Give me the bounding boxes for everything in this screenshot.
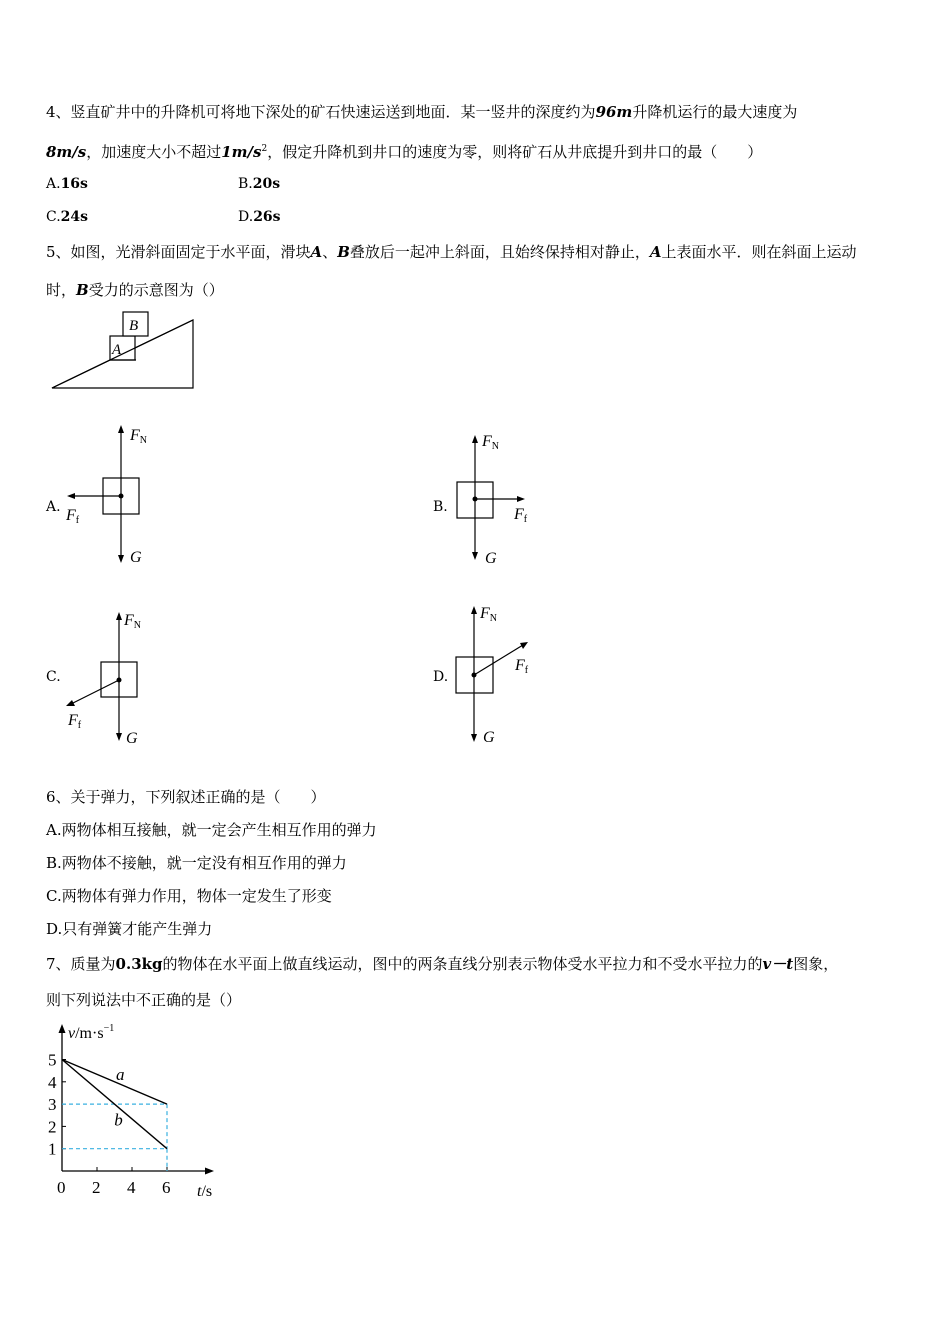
ff-label: Ff [66, 507, 80, 526]
ff-label: Ff [68, 712, 82, 731]
x-tick-label: 4 [127, 1178, 136, 1197]
q5-option-a-diagram[interactable] [60, 420, 170, 570]
option-value: 24s [60, 209, 89, 225]
x-tick-label: 6 [162, 1178, 171, 1197]
q6-option-c[interactable]: C.两物体有弹力作用，物体一定发生了形变 [46, 887, 332, 905]
fn-label: FN [130, 427, 148, 446]
x-tick-label: 0 [57, 1178, 66, 1197]
q7-line2: 则下列说法中不正确的是（） [46, 991, 242, 1009]
q4-accel: 1m/s [221, 143, 262, 161]
q4-option-a[interactable] [46, 174, 88, 194]
block-a-label: A [112, 342, 122, 358]
g-label: G [126, 730, 138, 747]
q5-option-d-letter[interactable]: D. [433, 669, 449, 685]
q5-text: 5、如图，光滑斜面固定于水平面，滑块 [46, 243, 311, 261]
q4-speed: 8m/s [46, 143, 87, 161]
q5-option-b-diagram[interactable] [445, 428, 555, 573]
q5-option-a-letter[interactable]: A. [46, 499, 61, 515]
q5-b: B [76, 281, 89, 299]
q4-accel-sup: 2 [261, 144, 268, 154]
y-tick-label: 5 [48, 1050, 57, 1070]
g-label: G [130, 549, 142, 566]
q7-line1 [46, 954, 838, 974]
q7-vt: v－t [762, 955, 794, 973]
q5-text: 时， [46, 281, 77, 299]
q4-line2 [46, 139, 762, 162]
q4-text: 4、竖直矿井中的升降机可将地下深处的矿石快速运送到地面．某一竖井的深度约为 [46, 103, 596, 121]
q5-line1 [46, 242, 857, 262]
ff-label: Ff [514, 506, 528, 525]
q5-text: 叠放后一起冲上斜面，且始终保持相对静止， [349, 243, 650, 261]
block-b-label: B [129, 318, 139, 334]
option-letter: A. [46, 176, 61, 192]
q6-option-b[interactable]: B.两物体不接触，就一定没有相互作用的弹力 [46, 854, 347, 872]
q5-option-d-diagram[interactable] [445, 600, 555, 750]
q5-option-c-letter[interactable]: C. [46, 669, 61, 685]
y-axis-label: $v/m\cdot s^{-1}$ [68, 1023, 115, 1042]
vt-chart [40, 1018, 240, 1208]
q5-option-c-diagram[interactable] [60, 605, 170, 750]
q4-depth: 96m [595, 103, 633, 121]
g-label: G [483, 729, 495, 746]
q5-a: A [310, 243, 323, 261]
option-letter: C. [46, 209, 61, 225]
y-tick-label: 3 [48, 1095, 57, 1115]
y-axis-arrow [59, 1024, 66, 1033]
ff-label: Ff [515, 657, 529, 676]
q4-line1 [46, 102, 797, 122]
fn-label: FN [482, 433, 500, 452]
q6-option-d[interactable]: D.只有弹簧才能产生弹力 [46, 920, 213, 938]
option-value: 26s [253, 209, 281, 225]
series-label-b: b [114, 1110, 123, 1130]
q5-a: A [649, 243, 662, 261]
q7-text: 7、质量为 [46, 955, 116, 973]
q5-text: 上表面水平．则在斜面上运动 [661, 243, 857, 261]
q5-text: 受力的示意图为（） [88, 281, 224, 299]
x-axis-label: t/s [197, 1183, 213, 1200]
q4-text: 升降机运行的最大速度为 [632, 103, 798, 121]
option-value: 20s [252, 176, 281, 192]
option-value: 16s [60, 176, 88, 192]
series-label-a: a [116, 1064, 125, 1084]
q6-option-a[interactable]: A.两物体相互接触，就一定会产生相互作用的弹力 [46, 821, 377, 839]
q7-text: 的物体在水平面上做直线运动，图中的两条直线分别表示物体受水平拉力和不受水平拉力的 [162, 955, 763, 973]
q6-stem: 6、关于弹力，下列叙述正确的是（ ） [46, 788, 326, 806]
q4-option-c[interactable] [46, 207, 88, 227]
fn-label: FN [124, 612, 142, 631]
q7-mass: 0.3kg [115, 955, 163, 973]
q4-option-b[interactable] [238, 174, 280, 194]
x-tick-label: 2 [92, 1178, 101, 1197]
x-axis-arrow [205, 1168, 214, 1175]
q5-line2 [46, 280, 224, 300]
fn-label: FN [480, 605, 498, 624]
q5-option-b-letter[interactable]: B. [433, 499, 448, 515]
q4-option-d[interactable] [238, 207, 281, 227]
q5-b: B [337, 243, 350, 261]
y-tick-label: 2 [48, 1117, 57, 1137]
option-letter: B. [238, 176, 253, 192]
incline-figure [50, 310, 200, 392]
y-tick-label: 4 [48, 1072, 57, 1092]
option-letter: D. [238, 209, 254, 225]
q7-text: 图象， [793, 955, 839, 973]
q5-sep: 、 [322, 243, 338, 261]
y-tick-label: 1 [48, 1139, 57, 1159]
q4-text: ，加速度大小不超过 [86, 143, 222, 161]
q4-text: ，假定升降机到井口的速度为零，则将矿石从井底提升到井口的最（ ） [267, 143, 763, 161]
g-label: G [485, 550, 497, 567]
series-line-a [62, 1060, 167, 1105]
